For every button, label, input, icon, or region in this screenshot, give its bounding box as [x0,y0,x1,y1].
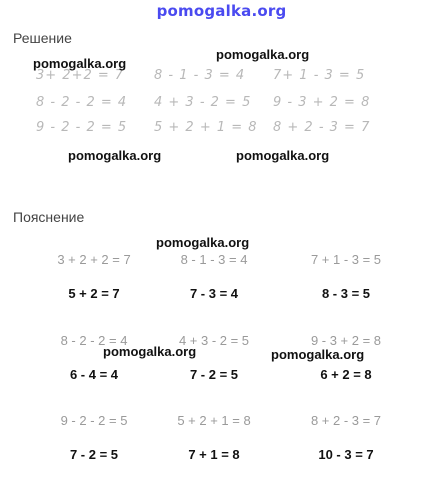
watermark: pomogalka.org [103,344,197,359]
answer: 6 + 2 = 8 [320,367,372,382]
expression: 8 + 2 - 3 = 7 [310,413,382,428]
watermark: pomogalka.org [271,347,365,362]
handwritten-equation: 5 + 2 + 1 = 8 [154,120,258,135]
watermark: pomogalka.org [236,148,330,163]
explanation-title: Пояснение [13,209,85,225]
answer: 7 - 2 = 5 [189,367,239,382]
expression: 8 - 1 - 3 = 4 [180,252,248,267]
handwritten-equation: 7+ 1 - 3 = 5 [273,68,366,83]
watermark: pomogalka.org [68,148,162,163]
expression: 7 + 1 - 3 = 5 [310,252,382,267]
handwritten-equation: 9 - 2 - 2 = 5 [36,120,128,135]
expression: 9 - 3 + 2 = 8 [310,333,382,348]
expression: 5 + 2 + 1 = 8 [177,413,251,428]
handwritten-equation: 9 - 3 + 2 = 8 [273,95,371,110]
watermark: pomogalka.org [33,56,127,71]
watermark: pomogalka.org [156,235,250,250]
handwritten-equation: 3+ 2+2 = 7 [36,68,125,83]
solution-title: Решение [13,30,72,46]
answer: 10 - 3 = 7 [318,447,374,462]
answer: 7 - 2 = 5 [69,447,119,462]
expression: 8 - 2 - 2 = 4 [60,333,128,348]
answer: 7 + 1 = 8 [188,447,240,462]
handwritten-equation: 4 + 3 - 2 = 5 [154,95,252,110]
expression: 3 + 2 + 2 = 7 [57,252,131,267]
watermark: pomogalka.org [216,47,310,62]
site-header: pomogalka.org [156,2,287,20]
expression: 4 + 3 - 2 = 5 [178,333,250,348]
handwritten-equation: 8 + 2 - 3 = 7 [273,120,371,135]
answer: 5 + 2 = 7 [68,286,120,301]
handwritten-equation: 8 - 2 - 2 = 4 [36,95,128,110]
answer: 7 - 3 = 4 [189,286,239,301]
answer: 6 - 4 = 4 [69,367,119,382]
handwritten-equation: 8 - 1 - 3 = 4 [154,68,246,83]
answer: 8 - 3 = 5 [321,286,371,301]
expression: 9 - 2 - 2 = 5 [60,413,128,428]
